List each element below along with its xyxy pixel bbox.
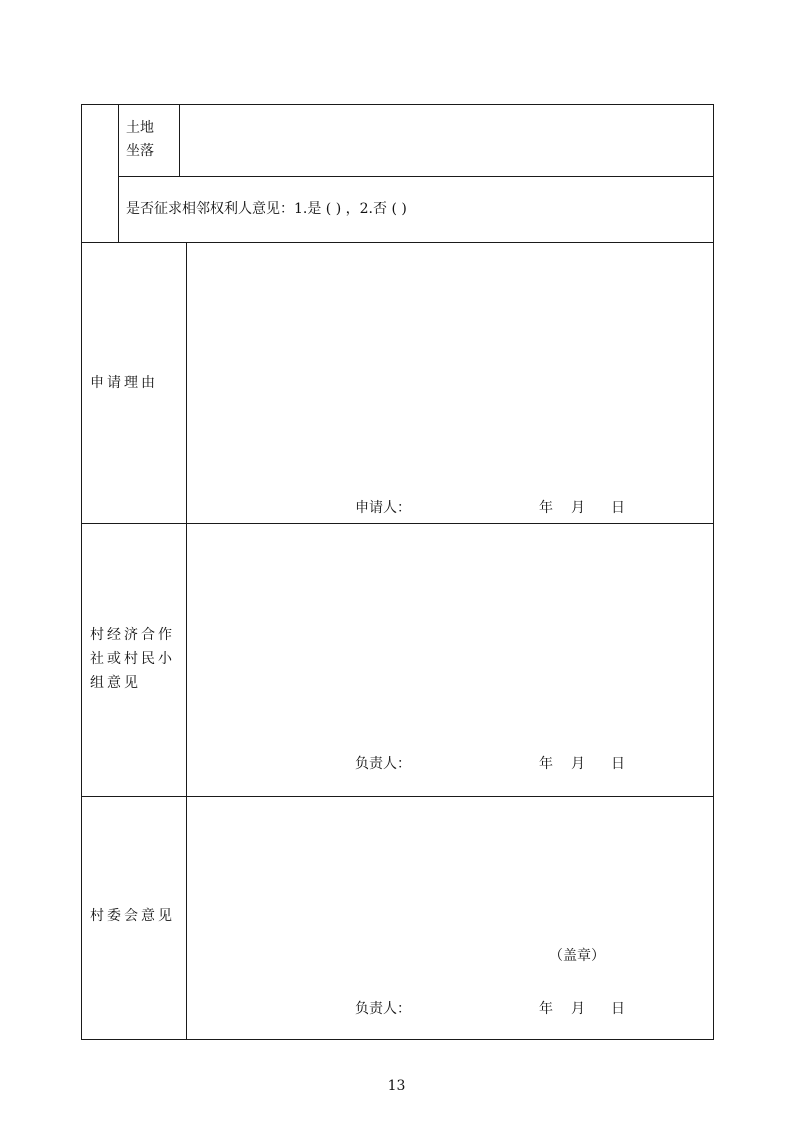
reason-section-bottom-border	[81, 523, 714, 524]
reason-date-day: 日	[611, 500, 625, 516]
land-location-input-cell[interactable]	[181, 106, 711, 174]
neighbor-opinion-question: 是否征求相邻权利人意见：1.是 ( ) ，2.否 ( )	[126, 201, 407, 217]
cooperative-responsible-person-label: 负责人：	[355, 756, 411, 772]
land-location-row-divider	[118, 176, 714, 177]
land-location-label-right-border	[179, 104, 180, 176]
page-number: 13	[387, 1078, 406, 1094]
top-section-inner-left-border	[118, 104, 119, 242]
committee-opinion-label: 村委会意见	[90, 908, 175, 924]
committee-seal-label: （盖章）	[549, 948, 605, 964]
committee-opinion-input-cell[interactable]	[188, 798, 711, 938]
cooperative-opinion-label-line1: 村经济合作	[90, 627, 175, 643]
label-column-right-border	[186, 242, 187, 1040]
cooperative-section-bottom-border	[81, 796, 714, 797]
reason-date-year: 年	[539, 500, 553, 516]
committee-date-day: 日	[611, 1001, 625, 1017]
committee-date-year: 年	[539, 1001, 553, 1017]
table-left-border	[81, 104, 82, 1040]
committee-responsible-person-label: 负责人：	[355, 1001, 411, 1017]
cooperative-opinion-input-cell[interactable]	[188, 525, 711, 745]
reason-date-month: 月	[571, 500, 585, 516]
reason-input-cell[interactable]	[188, 244, 711, 484]
cooperative-opinion-label-line2: 社或村民小	[90, 651, 175, 667]
table-top-border	[81, 104, 714, 105]
land-location-label-line1: 土地	[126, 120, 154, 136]
cooperative-date-month: 月	[571, 756, 585, 772]
land-location-label-line2: 坐落	[126, 143, 154, 159]
table-right-border	[713, 104, 714, 1040]
top-section-bottom-border	[81, 242, 714, 243]
cooperative-opinion-label	[90, 623, 175, 695]
land-location-label	[126, 117, 154, 163]
cooperative-opinion-label-line3: 组意见	[90, 675, 141, 691]
cooperative-date-day: 日	[611, 756, 625, 772]
reason-label: 申请理由	[90, 375, 158, 391]
committee-date-month: 月	[571, 1001, 585, 1017]
cooperative-date-year: 年	[539, 756, 553, 772]
table-bottom-border	[81, 1039, 714, 1040]
applicant-signature-label: 申请人：	[355, 500, 411, 516]
